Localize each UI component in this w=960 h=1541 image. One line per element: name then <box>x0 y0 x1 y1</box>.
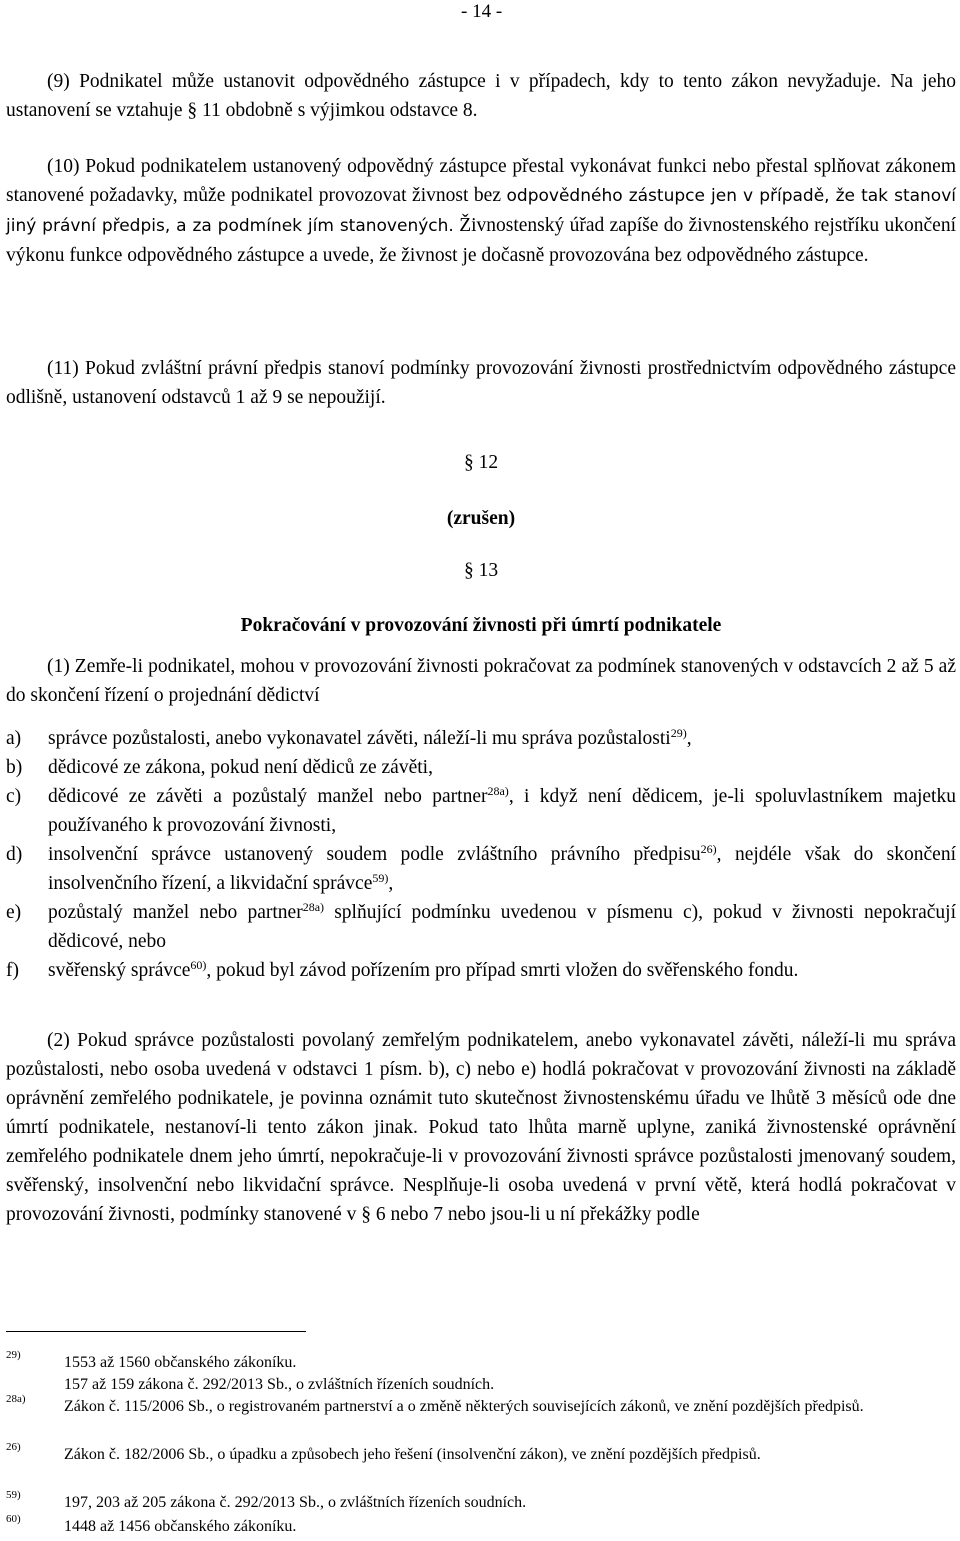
list-item-text: insolvenční správce ustanovený soudem podle zvláštního právního předpisu <box>48 844 701 865</box>
footnote-ref: 28a) <box>302 900 325 914</box>
paragraph-10 <box>6 152 956 270</box>
paragraph-9: (9) Podnikatel může ustanovit odpovědného zástupce i v případech, kdy to tento zákon nevyžaduje. Na jeho ustanovení se vztahuje § 11 obdobně s výjimkou odstavce 8. <box>6 71 956 121</box>
list-item-text: , i když není dědicem, je-li spoluvlastníkem majetku používaného k provozování živnosti, <box>48 786 956 836</box>
list-item-text: dědicové ze závěti a pozůstalý manžel nebo partner <box>48 786 488 807</box>
paragraph-11: (11) Pokud zvláštní právní předpis stanoví podmínky provozování živnosti prostřednictvím odpovědného zástupce odlišně, ustanovení odstavců 1 až 9 se nepoužijí. <box>6 358 956 408</box>
footnote-ref: 28a) <box>487 784 509 798</box>
section-13-heading: § 13 <box>463 560 499 581</box>
footnote-text: 157 až 159 zákona č. 292/2013 Sb., o zvláštních řízeních soudních. <box>64 1376 495 1393</box>
footnote-ref: 26) <box>700 842 717 856</box>
list-item-label: a) <box>6 728 22 749</box>
list-item-label: b) <box>6 757 23 778</box>
list-item-text: svěřenský správce <box>48 960 191 981</box>
list-item-text: splňující podmínku uvedenou v písmenu c), pokud v živnosti nepokračují dědicové, nebo <box>48 902 956 952</box>
footnote-text: 1448 až 1456 občanského zákoníku. <box>64 1518 297 1535</box>
section-12-status: (zrušen) <box>446 508 516 529</box>
footnote-ref: 29) <box>670 726 687 740</box>
footnote-mark: 59) <box>6 1489 21 1501</box>
list-item-text: , <box>686 728 692 749</box>
section-13-title: Pokračování v provozování živnosti při úmrtí podnikatele <box>240 615 722 636</box>
section-12-heading: § 12 <box>463 452 499 473</box>
list-item-text: pozůstalý manžel nebo partner <box>48 902 303 923</box>
footnote-text: Zákon č. 115/2006 Sb., o registrovaném partnerství a o změně některých souvisejících zákonů, ve znění pozdějších předpisů. <box>64 1398 864 1415</box>
list-item-text: , nejdéle však do skončení insolvenčního řízení, a likvidační správce <box>48 844 956 894</box>
footnote-mark: 29) <box>6 1349 21 1361</box>
footnote-text: Zákon č. 182/2006 Sb., o úpadku a způsobech jeho řešení (insolvenční zákon), ve znění pozdějších předpisů. <box>64 1446 761 1463</box>
footnote-text: 197, 203 až 205 zákona č. 292/2013 Sb., o zvláštních řízeních soudních. <box>64 1494 527 1511</box>
footnote-ref: 60) <box>190 958 207 972</box>
list-item-text: , <box>388 873 394 894</box>
paragraph-10-part2: odpovědného zástupce jen v případě, že tak stanoví jiný právní předpis, a za podmínek jím stanovených. <box>6 186 956 236</box>
footnote-text: 1553 až 1560 občanského zákoníku. <box>64 1354 297 1371</box>
list-item-text: , pokud byl závod pořízením pro případ smrti vložen do svěřenského fondu. <box>206 960 799 981</box>
footnote-mark: 60) <box>6 1513 21 1525</box>
page-number: - 14 - <box>461 1 503 22</box>
list-item-text: dědicové ze zákona, pokud není dědiců ze závěti, <box>48 757 433 778</box>
section-13-paragraph-2: (2) Pokud správce pozůstalosti povolaný zemřelým podnikatelem, anebo vykonavatel závěti, náleží-li mu správa pozůstalosti, nebo osoba uvedená v odstavci 1 písm. b), c) nebo e) hodlá pokračovat v provozování živnosti na základě oprávnění zemřelého podnikatele, je povinna oznámit tuto skutečnost živnostenskému úřadu ve lhůtě 3 měsíců ode dne úmrtí podnikatele, nestanoví-li tento zákon jinak. Pokud tato lhůta marně uplyne, zaniká živnostenské oprávnění zemřelého podnikatele dnem jeho úmrtí, nepokračuje-li v provozování živnosti správce pozůstalosti jmenovaný soudem, svěřenský, insolvenční nebo likvidační správce. Nesplňuje-li osoba uvedená v první větě, která hodlá pokračovat v provozování živnosti, podmínky stanovené v § 6 nebo 7 nebo jsou-li u ní překážky podle <box>6 1030 956 1225</box>
list-item-label: e) <box>6 902 22 923</box>
list-item-text: správce pozůstalosti, anebo vykonavatel závěti, náleží-li mu správa pozůstalosti <box>48 728 671 749</box>
footnote-mark: 28a) <box>6 1393 26 1405</box>
list-item-label: f) <box>6 960 19 981</box>
list-item-label: c) <box>6 786 22 807</box>
paragraph-10-part3: Živnostenský úřad zapíše do živnostenského rejstříku ukončení výkonu funkce odpovědného zástupce a uvede, že živnost je dočasně provozována bez odpovědného zástupce. <box>6 215 957 266</box>
list-item-label: d) <box>6 844 23 865</box>
footnote-separator <box>6 1331 306 1332</box>
footnote-ref: 59) <box>372 871 389 885</box>
footnote-mark: 26) <box>6 1441 21 1453</box>
section-13-paragraph-1: (1) Zemře-li podnikatel, mohou v provozování živnosti pokračovat za podmínek stanovených v odstavcích 2 až 5 až do skončení řízení o projednání dědictví <box>6 656 956 706</box>
paragraph-10-part1: (10) Pokud podnikatelem ustanovený odpovědný zástupce přestal vykonávat funkci nebo přestal splňovat zákonem stanovené požadavky, může podnikatel provozovat živnost bez <box>6 156 956 206</box>
